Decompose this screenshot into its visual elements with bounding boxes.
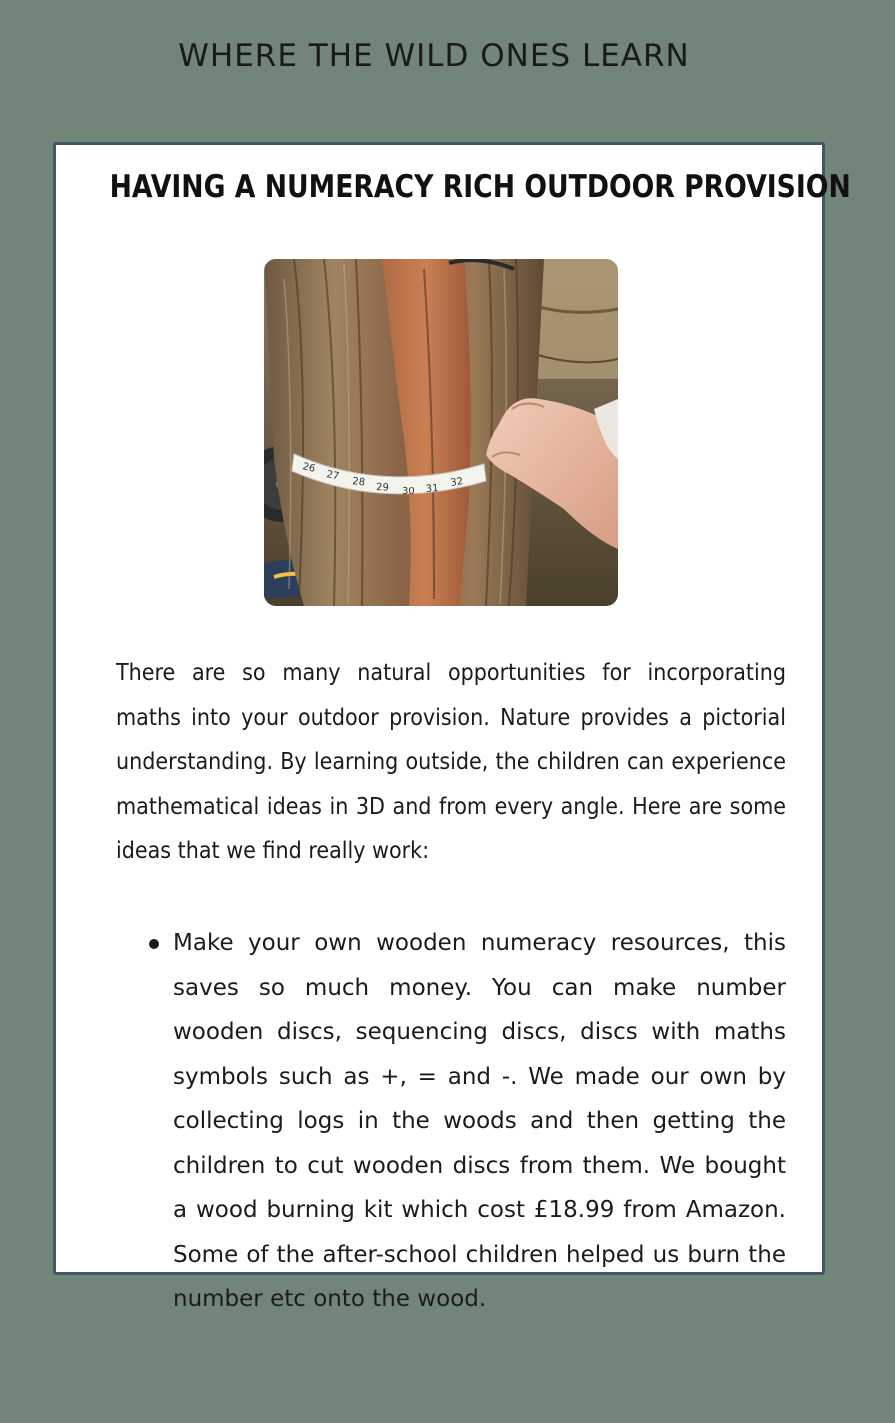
svg-text:26: 26 (301, 461, 317, 475)
card-title: HAVING A NUMERACY RICH OUTDOOR PROVISION (109, 169, 851, 205)
bullet-icon (149, 939, 159, 949)
svg-text:27: 27 (325, 469, 341, 483)
intro-paragraph: There are so many natural opportunities for incorporating maths into your outdoor provision. Nature provides a pictorial understanding. By learning outside, the children can experience mathematical ideas in 3D and from every angle. Here are some ideas that we find really work: (116, 660, 786, 864)
list-item (116, 921, 786, 1322)
svg-text:32: 32 (449, 476, 465, 489)
svg-text:31: 31 (425, 483, 439, 495)
list-item-text: Make your own wooden numeracy resources, this saves so much money. You can make number wooden discs, sequencing discs, discs with maths symbols such as +, = and -. We made our own by collecting logs in the woods and then getting the children to cut wooden discs from them. We bought a wood burning kit which cost £18.99 from Amazon. Some of the after-school children helped us burn the number etc onto the wood. (173, 930, 786, 1312)
tree-measuring-photo (264, 259, 618, 606)
svg-text:30: 30 (402, 486, 415, 497)
content-card (53, 142, 851, 1312)
ideas-list (116, 921, 786, 1322)
header-title: WHERE THE WILD ONES LEARN (178, 38, 690, 74)
svg-text:28: 28 (351, 476, 366, 489)
svg-text:29: 29 (375, 482, 390, 494)
